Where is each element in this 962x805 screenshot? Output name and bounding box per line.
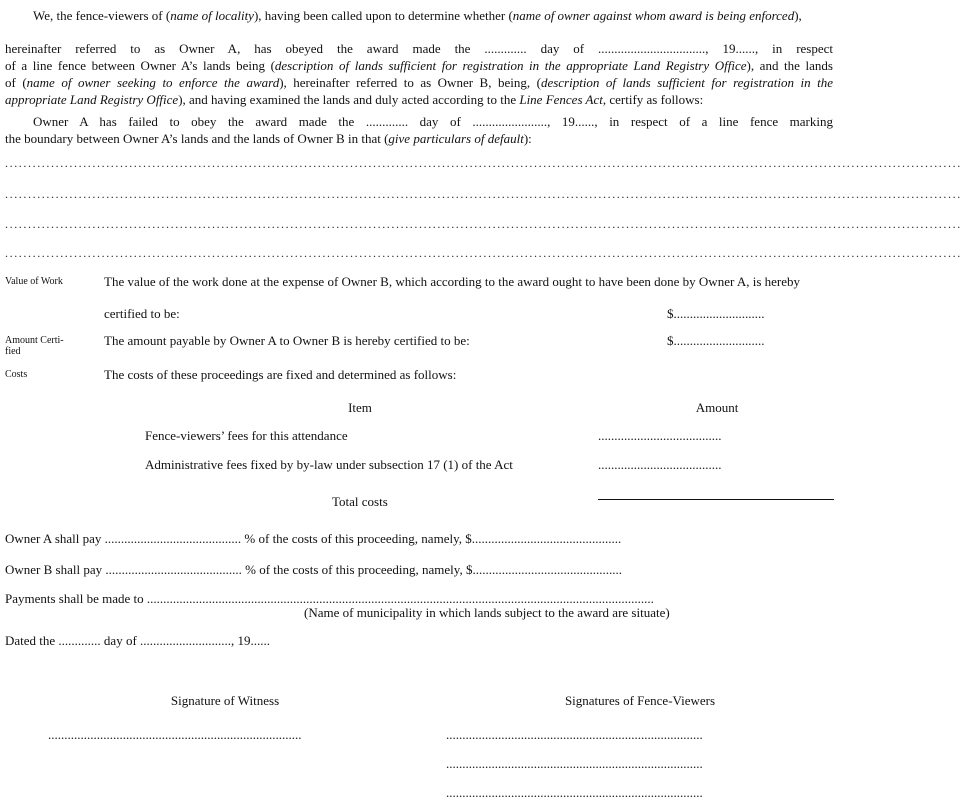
intro-paragraph [5,40,833,108]
costs-label: Costs [5,369,28,380]
intro-line-3: of a line fence between Owner A’s lands being (description of lands sufficient for registration in the appropriate Land Registry Office), and the lands [5,58,833,73]
particulars-line: ................................................................................................................................................................................................................ [5,246,962,260]
fence-viewer-signature-line: ............................................................................... [446,785,703,800]
intro-line-5: appropriate Land Registry Office), and having examined the lands and duly acted according to the Line Fences Act, certify as follows: [5,92,704,107]
total-costs-label: Total costs [332,494,388,509]
costs-col-item: Item [348,400,372,415]
particulars-line: ................................................................................................................................................................................................................ [5,217,962,231]
intro-line-1: We, the fence-viewers of (name of locality), having been called upon to determine whether (name of owner against whom award is being enforced), [33,8,802,23]
costs-row-amount: ...................................... [598,428,722,443]
fence-viewer-signature-line: ............................................................................... [446,756,703,771]
payments-caption: (Name of municipality in which lands subject to the award are situate) [304,605,670,620]
costs-col-amount: Amount [695,400,739,415]
witness-signature-title: Signature of Witness [170,693,280,708]
costs-row-item: Fence-viewers’ fees for this attendance [145,428,348,443]
default-line-1: Owner A has failed to obey the award made the ............. day of ......................., 19......, in respect of a line fence marking [33,114,833,129]
default-line-2: the boundary between Owner A’s lands and the lands of Owner B in that (give particulars of default): [5,131,532,146]
fence-viewers-signature-title: Signatures of Fence-Viewers [564,693,716,708]
dated-line: Dated the ............. day of ............................, 19...... [5,633,271,648]
payments-line: Payments shall be made to ............................................................................................................................................................ [5,591,654,606]
intro-line-4: of (name of owner seeking to enforce the award), hereinafter referred to as Owner B, being, (description of lands sufficient for registration in the [5,75,833,90]
witness-signature-line: .............................................................................. [48,727,302,742]
value-of-work-amount: $............................ [667,306,765,321]
particulars-line: ................................................................................................................................................................................................................ [5,156,962,170]
value-of-work-text-2: certified to be: [104,306,180,321]
fence-viewer-signature-line: ............................................................................... [446,727,703,742]
costs-text: The costs of these proceedings are fixed and determined as follows: [104,367,457,382]
intro-line-2: hereinafter referred to as Owner A, has obeyed the award made the ............. day of ................................., 19......, in respect [5,41,833,56]
amount-certified-label: Amount Certi- fied [5,335,64,357]
value-of-work-label: Value of Work [5,276,63,287]
particulars-line: ................................................................................................................................................................................................................ [5,187,962,201]
costs-row-amount: ...................................... [598,457,722,472]
amount-certified-text: The amount payable by Owner A to Owner B is hereby certified to be: [104,333,470,348]
owner-b-pay: Owner B shall pay .......................................... % of the costs of this proceeding, namely, $.............................................. [5,562,622,577]
owner-a-pay: Owner A shall pay .......................................... % of the costs of this proceeding, namely, $.............................................. [5,531,622,546]
costs-row-item: Administrative fees fixed by by-law under subsection 17 (1) of the Act [145,457,513,472]
amount-certified-amount: $............................ [667,333,765,348]
value-of-work-text: The value of the work done at the expense of Owner B, which according to the award ought to have been done by Owner A, is hereby [104,274,801,289]
total-costs-rule [598,499,834,500]
